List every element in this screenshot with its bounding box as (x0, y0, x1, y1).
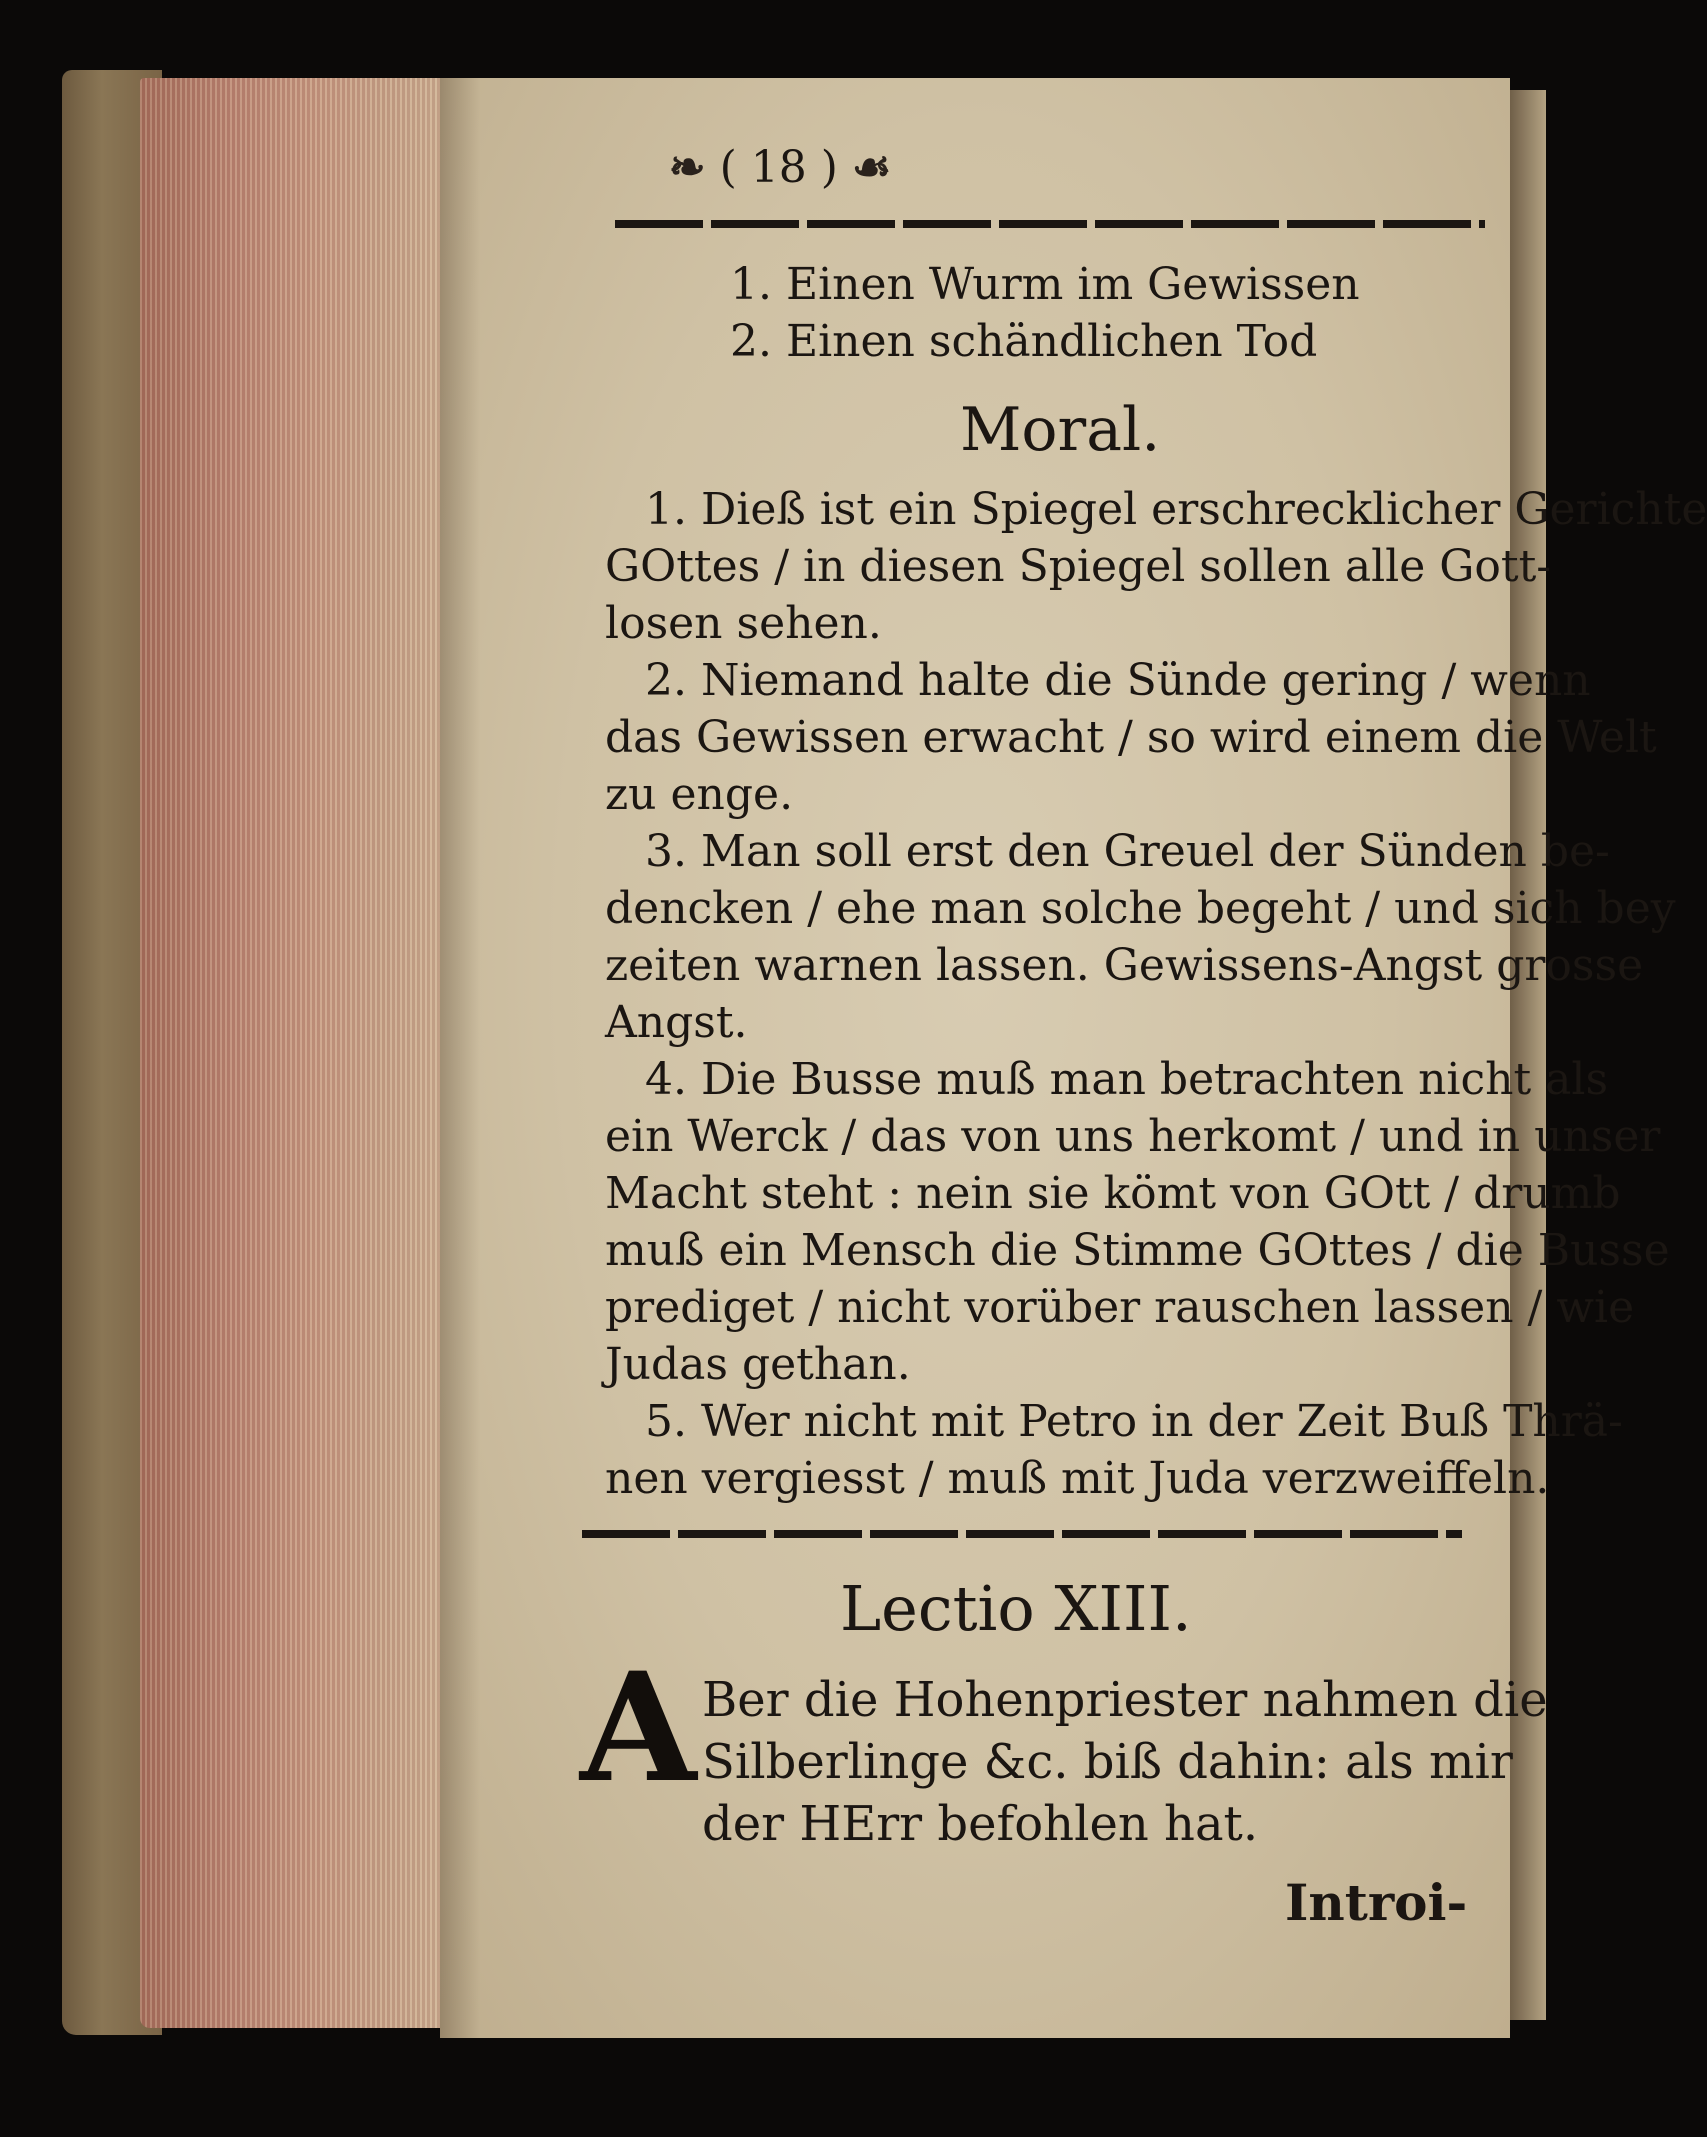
moral-line-8: dencken / ehe man solche begeht / und sich bey (605, 883, 1676, 934)
moral-line-9: zeiten warnen lassen. Gewissens-Angst grosse (605, 940, 1644, 991)
moral-line-13: Macht steht : nein sie kömt von GOtt / drumb (605, 1168, 1621, 1219)
moral-line-11: 4. Die Busse muß man betrachten nicht als (645, 1054, 1609, 1105)
right-ornament-icon: ☙ (851, 142, 892, 193)
gutter-shadow (440, 78, 480, 2038)
list-item-2: 2. Einen schändlichen Tod (730, 316, 1318, 367)
book-page (440, 78, 1707, 2038)
list-item-1: 1. Einen Wurm im Gewissen (730, 259, 1360, 310)
page-number: ( 18 ) (719, 142, 838, 193)
moral-line-14: muß ein Mensch die Stimme GOttes / die Busse (605, 1225, 1670, 1276)
moral-line-16: Judas gethan. (605, 1339, 911, 1390)
section-rule (582, 1530, 1462, 1538)
moral-line-17: 5. Wer nicht mit Petro in der Zeit Buß Thrä- (645, 1396, 1623, 1447)
moral-line-18: nen vergiesst / muß mit Juda verzweiffeln. (605, 1453, 1550, 1504)
moral-line-1: 1. Dieß ist ein Spiegel erschrecklicher Gerichte (645, 484, 1707, 535)
moral-line-5: das Gewissen erwacht / so wird einem die Welt (605, 712, 1657, 763)
moral-line-2: GOttes / in diesen Spiegel sollen alle Gott- (605, 541, 1552, 592)
drop-cap: A (580, 1640, 697, 1816)
moral-line-7: 3. Man soll erst den Greuel der Sünden be- (645, 826, 1610, 877)
moral-line-4: 2. Niemand halte die Sünde gering / wenn (645, 655, 1591, 706)
moral-line-12: ein Werck / das von uns herkomt / und in unser (605, 1111, 1661, 1162)
catchword: Introi- (1285, 1873, 1468, 1932)
lectio-line-2: Silberlinge &c. biß dahin: als mir (702, 1734, 1513, 1790)
page-block-edges (140, 78, 440, 2028)
top-rule (615, 220, 1485, 228)
moral-heading: Moral. (960, 395, 1161, 465)
moral-line-3: losen sehen. (605, 598, 882, 649)
left-ornament-icon: ❧ (668, 142, 706, 193)
lectio-line-1: Ber die Hohenpriester nahmen die (702, 1672, 1548, 1728)
lectio-line-3: der HErr befohlen hat. (702, 1796, 1259, 1852)
moral-line-6: zu enge. (605, 769, 794, 820)
moral-line-15: prediget / nicht vorüber rauschen lassen / wie (605, 1282, 1635, 1333)
lectio-heading: Lectio XIII. (840, 1572, 1192, 1645)
moral-line-10: Angst. (605, 997, 748, 1048)
running-head (630, 142, 930, 193)
